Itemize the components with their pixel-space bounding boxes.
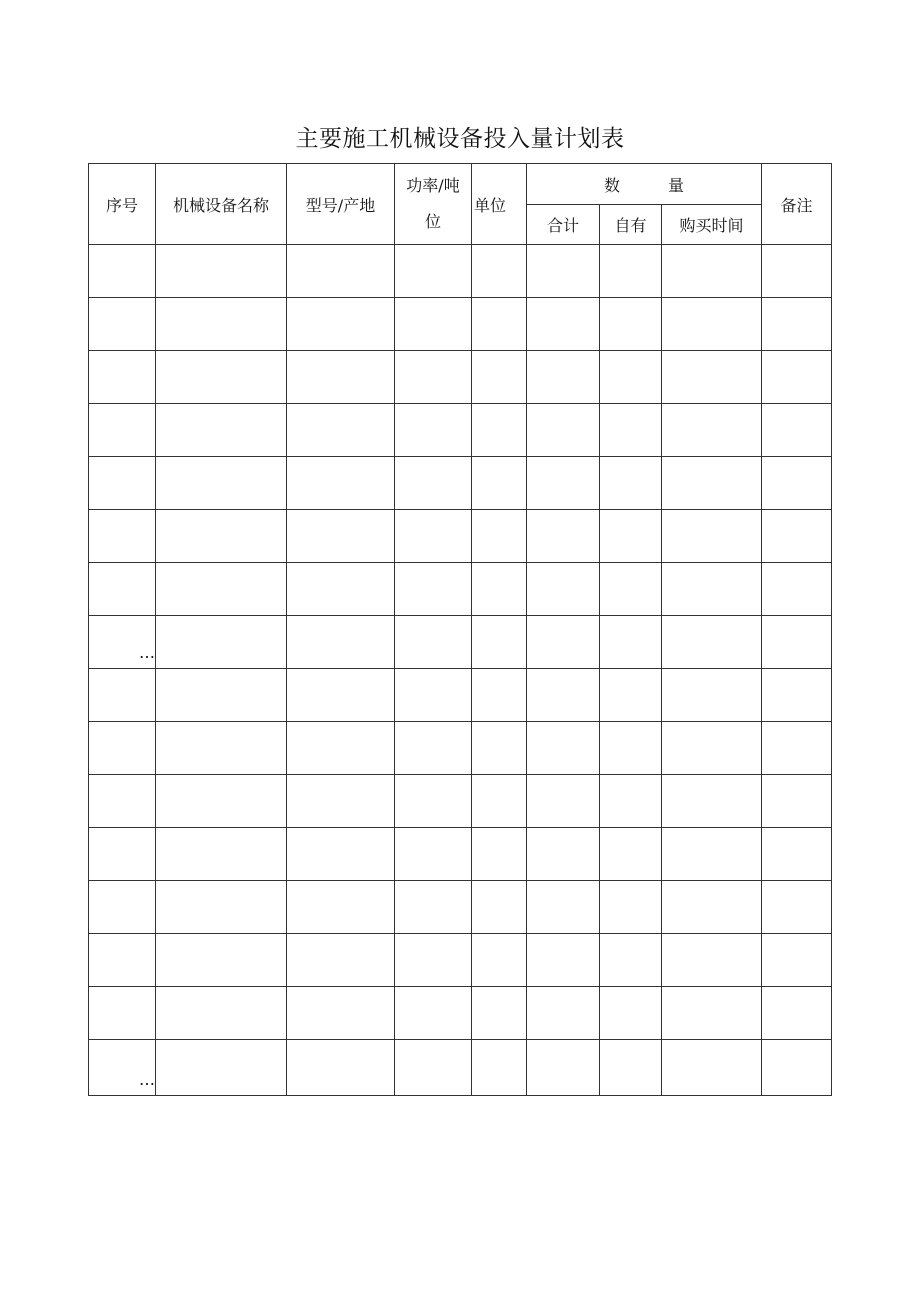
cell bbox=[600, 722, 662, 775]
cell bbox=[600, 828, 662, 881]
cell bbox=[662, 1040, 762, 1096]
cell bbox=[472, 934, 527, 987]
cell bbox=[156, 351, 287, 404]
cell bbox=[762, 881, 832, 934]
cell bbox=[527, 1040, 600, 1096]
table-row bbox=[89, 722, 832, 775]
cell bbox=[527, 457, 600, 510]
cell bbox=[662, 245, 762, 298]
cell bbox=[600, 457, 662, 510]
header-equipment-name: 机械设备名称 bbox=[156, 164, 287, 245]
cell bbox=[287, 457, 395, 510]
row-seq-cell bbox=[89, 510, 156, 563]
cell bbox=[762, 616, 832, 669]
cell bbox=[662, 934, 762, 987]
row-seq-cell bbox=[89, 934, 156, 987]
cell bbox=[527, 404, 600, 457]
cell bbox=[287, 669, 395, 722]
cell bbox=[287, 298, 395, 351]
cell bbox=[156, 404, 287, 457]
cell bbox=[600, 510, 662, 563]
cell bbox=[527, 245, 600, 298]
header-seq: 序号 bbox=[89, 164, 156, 245]
cell bbox=[395, 298, 472, 351]
cell bbox=[662, 775, 762, 828]
cell bbox=[287, 404, 395, 457]
cell bbox=[762, 828, 832, 881]
header-power-tonnage bbox=[395, 164, 472, 245]
cell bbox=[395, 987, 472, 1040]
cell bbox=[600, 987, 662, 1040]
cell bbox=[287, 245, 395, 298]
cell bbox=[762, 563, 832, 616]
cell bbox=[395, 351, 472, 404]
cell bbox=[527, 510, 600, 563]
cell bbox=[527, 669, 600, 722]
cell bbox=[287, 351, 395, 404]
cell bbox=[287, 881, 395, 934]
table-row bbox=[89, 404, 832, 457]
cell bbox=[156, 1040, 287, 1096]
cell bbox=[287, 563, 395, 616]
cell bbox=[287, 775, 395, 828]
cell bbox=[527, 351, 600, 404]
header-quantity bbox=[527, 164, 762, 205]
cell bbox=[287, 722, 395, 775]
cell bbox=[156, 616, 287, 669]
cell bbox=[600, 775, 662, 828]
cell bbox=[600, 245, 662, 298]
table-row bbox=[89, 298, 832, 351]
cell bbox=[395, 828, 472, 881]
row-seq-cell bbox=[89, 722, 156, 775]
table-row bbox=[89, 457, 832, 510]
cell bbox=[662, 828, 762, 881]
row-seq-cell bbox=[89, 881, 156, 934]
cell bbox=[762, 1040, 832, 1096]
cell bbox=[156, 669, 287, 722]
cell bbox=[287, 616, 395, 669]
cell bbox=[662, 616, 762, 669]
cell bbox=[762, 722, 832, 775]
cell bbox=[156, 828, 287, 881]
page-title: 主要施工机械设备投入量计划表 bbox=[295, 126, 625, 152]
cell bbox=[662, 987, 762, 1040]
cell bbox=[662, 404, 762, 457]
header-unit: 单位 bbox=[472, 164, 527, 245]
cell bbox=[527, 298, 600, 351]
cell bbox=[395, 510, 472, 563]
cell bbox=[762, 457, 832, 510]
cell bbox=[527, 563, 600, 616]
cell bbox=[662, 457, 762, 510]
cell bbox=[472, 563, 527, 616]
cell bbox=[600, 563, 662, 616]
cell bbox=[156, 775, 287, 828]
cell bbox=[527, 934, 600, 987]
table-row bbox=[89, 987, 832, 1040]
cell bbox=[662, 563, 762, 616]
table-row bbox=[89, 828, 832, 881]
header-total: 合计 bbox=[527, 205, 600, 245]
cell bbox=[395, 934, 472, 987]
cell bbox=[156, 987, 287, 1040]
row-seq-cell bbox=[89, 563, 156, 616]
cell bbox=[472, 828, 527, 881]
cell bbox=[287, 1040, 395, 1096]
cell bbox=[527, 987, 600, 1040]
header-purchase-time: 购买时间 bbox=[662, 205, 762, 245]
cell bbox=[472, 351, 527, 404]
cell bbox=[762, 298, 832, 351]
cell bbox=[762, 404, 832, 457]
cell bbox=[600, 934, 662, 987]
cell bbox=[472, 245, 527, 298]
cell bbox=[395, 775, 472, 828]
cell bbox=[527, 775, 600, 828]
cell bbox=[762, 510, 832, 563]
cell bbox=[395, 245, 472, 298]
cell bbox=[395, 563, 472, 616]
cell bbox=[762, 669, 832, 722]
cell bbox=[156, 298, 287, 351]
cell bbox=[156, 510, 287, 563]
cell bbox=[287, 510, 395, 563]
header-quantity-part1: 数 bbox=[604, 175, 621, 195]
header-quantity-part2: 量 bbox=[668, 175, 685, 195]
cell bbox=[472, 616, 527, 669]
table-row bbox=[89, 1040, 832, 1096]
cell bbox=[662, 881, 762, 934]
table-row bbox=[89, 245, 832, 298]
cell bbox=[472, 404, 527, 457]
cell bbox=[527, 616, 600, 669]
cell bbox=[287, 987, 395, 1040]
row-seq-cell bbox=[89, 828, 156, 881]
cell bbox=[762, 245, 832, 298]
cell bbox=[395, 1040, 472, 1096]
row-seq-cell bbox=[89, 404, 156, 457]
row-seq-cell bbox=[89, 669, 156, 722]
table-row bbox=[89, 351, 832, 404]
table-row bbox=[89, 669, 832, 722]
header-owned: 自有 bbox=[600, 205, 662, 245]
row-seq-cell: … bbox=[89, 1040, 156, 1096]
cell bbox=[600, 1040, 662, 1096]
cell bbox=[527, 881, 600, 934]
cell bbox=[472, 881, 527, 934]
cell bbox=[600, 298, 662, 351]
cell bbox=[156, 245, 287, 298]
cell bbox=[662, 669, 762, 722]
row-seq-cell bbox=[89, 775, 156, 828]
cell bbox=[472, 457, 527, 510]
row-seq-cell bbox=[89, 298, 156, 351]
header-power-line2: 位 bbox=[424, 212, 441, 231]
row-seq-cell bbox=[89, 457, 156, 510]
cell bbox=[762, 775, 832, 828]
cell bbox=[472, 669, 527, 722]
cell bbox=[662, 298, 762, 351]
cell bbox=[156, 722, 287, 775]
cell bbox=[395, 616, 472, 669]
cell bbox=[762, 351, 832, 404]
row-seq-cell bbox=[89, 245, 156, 298]
cell bbox=[472, 987, 527, 1040]
cell bbox=[472, 510, 527, 563]
cell bbox=[287, 828, 395, 881]
cell bbox=[527, 828, 600, 881]
cell bbox=[395, 669, 472, 722]
cell bbox=[472, 722, 527, 775]
cell bbox=[395, 722, 472, 775]
table-row bbox=[89, 881, 832, 934]
cell bbox=[156, 934, 287, 987]
cell bbox=[472, 1040, 527, 1096]
table-row bbox=[89, 563, 832, 616]
cell bbox=[395, 404, 472, 457]
row-seq-cell: … bbox=[89, 616, 156, 669]
cell bbox=[472, 775, 527, 828]
cell bbox=[156, 563, 287, 616]
row-seq-cell bbox=[89, 351, 156, 404]
cell bbox=[762, 987, 832, 1040]
cell bbox=[287, 934, 395, 987]
cell bbox=[600, 881, 662, 934]
cell bbox=[762, 934, 832, 987]
cell bbox=[395, 881, 472, 934]
cell bbox=[527, 722, 600, 775]
header-model-origin: 型号/产地 bbox=[287, 164, 395, 245]
cell bbox=[395, 457, 472, 510]
table-row bbox=[89, 616, 832, 669]
cell bbox=[662, 351, 762, 404]
header-power-line1: 功率/吨 bbox=[406, 176, 460, 195]
cell bbox=[156, 881, 287, 934]
table-row bbox=[89, 934, 832, 987]
equipment-plan-table bbox=[88, 163, 832, 1096]
cell bbox=[600, 669, 662, 722]
table-row bbox=[89, 510, 832, 563]
row-seq-cell bbox=[89, 987, 156, 1040]
cell bbox=[600, 351, 662, 404]
table-row bbox=[89, 775, 832, 828]
cell bbox=[600, 616, 662, 669]
cell bbox=[662, 722, 762, 775]
cell bbox=[600, 404, 662, 457]
cell bbox=[472, 298, 527, 351]
cell bbox=[156, 457, 287, 510]
header-remarks: 备注 bbox=[762, 164, 832, 245]
cell bbox=[662, 510, 762, 563]
